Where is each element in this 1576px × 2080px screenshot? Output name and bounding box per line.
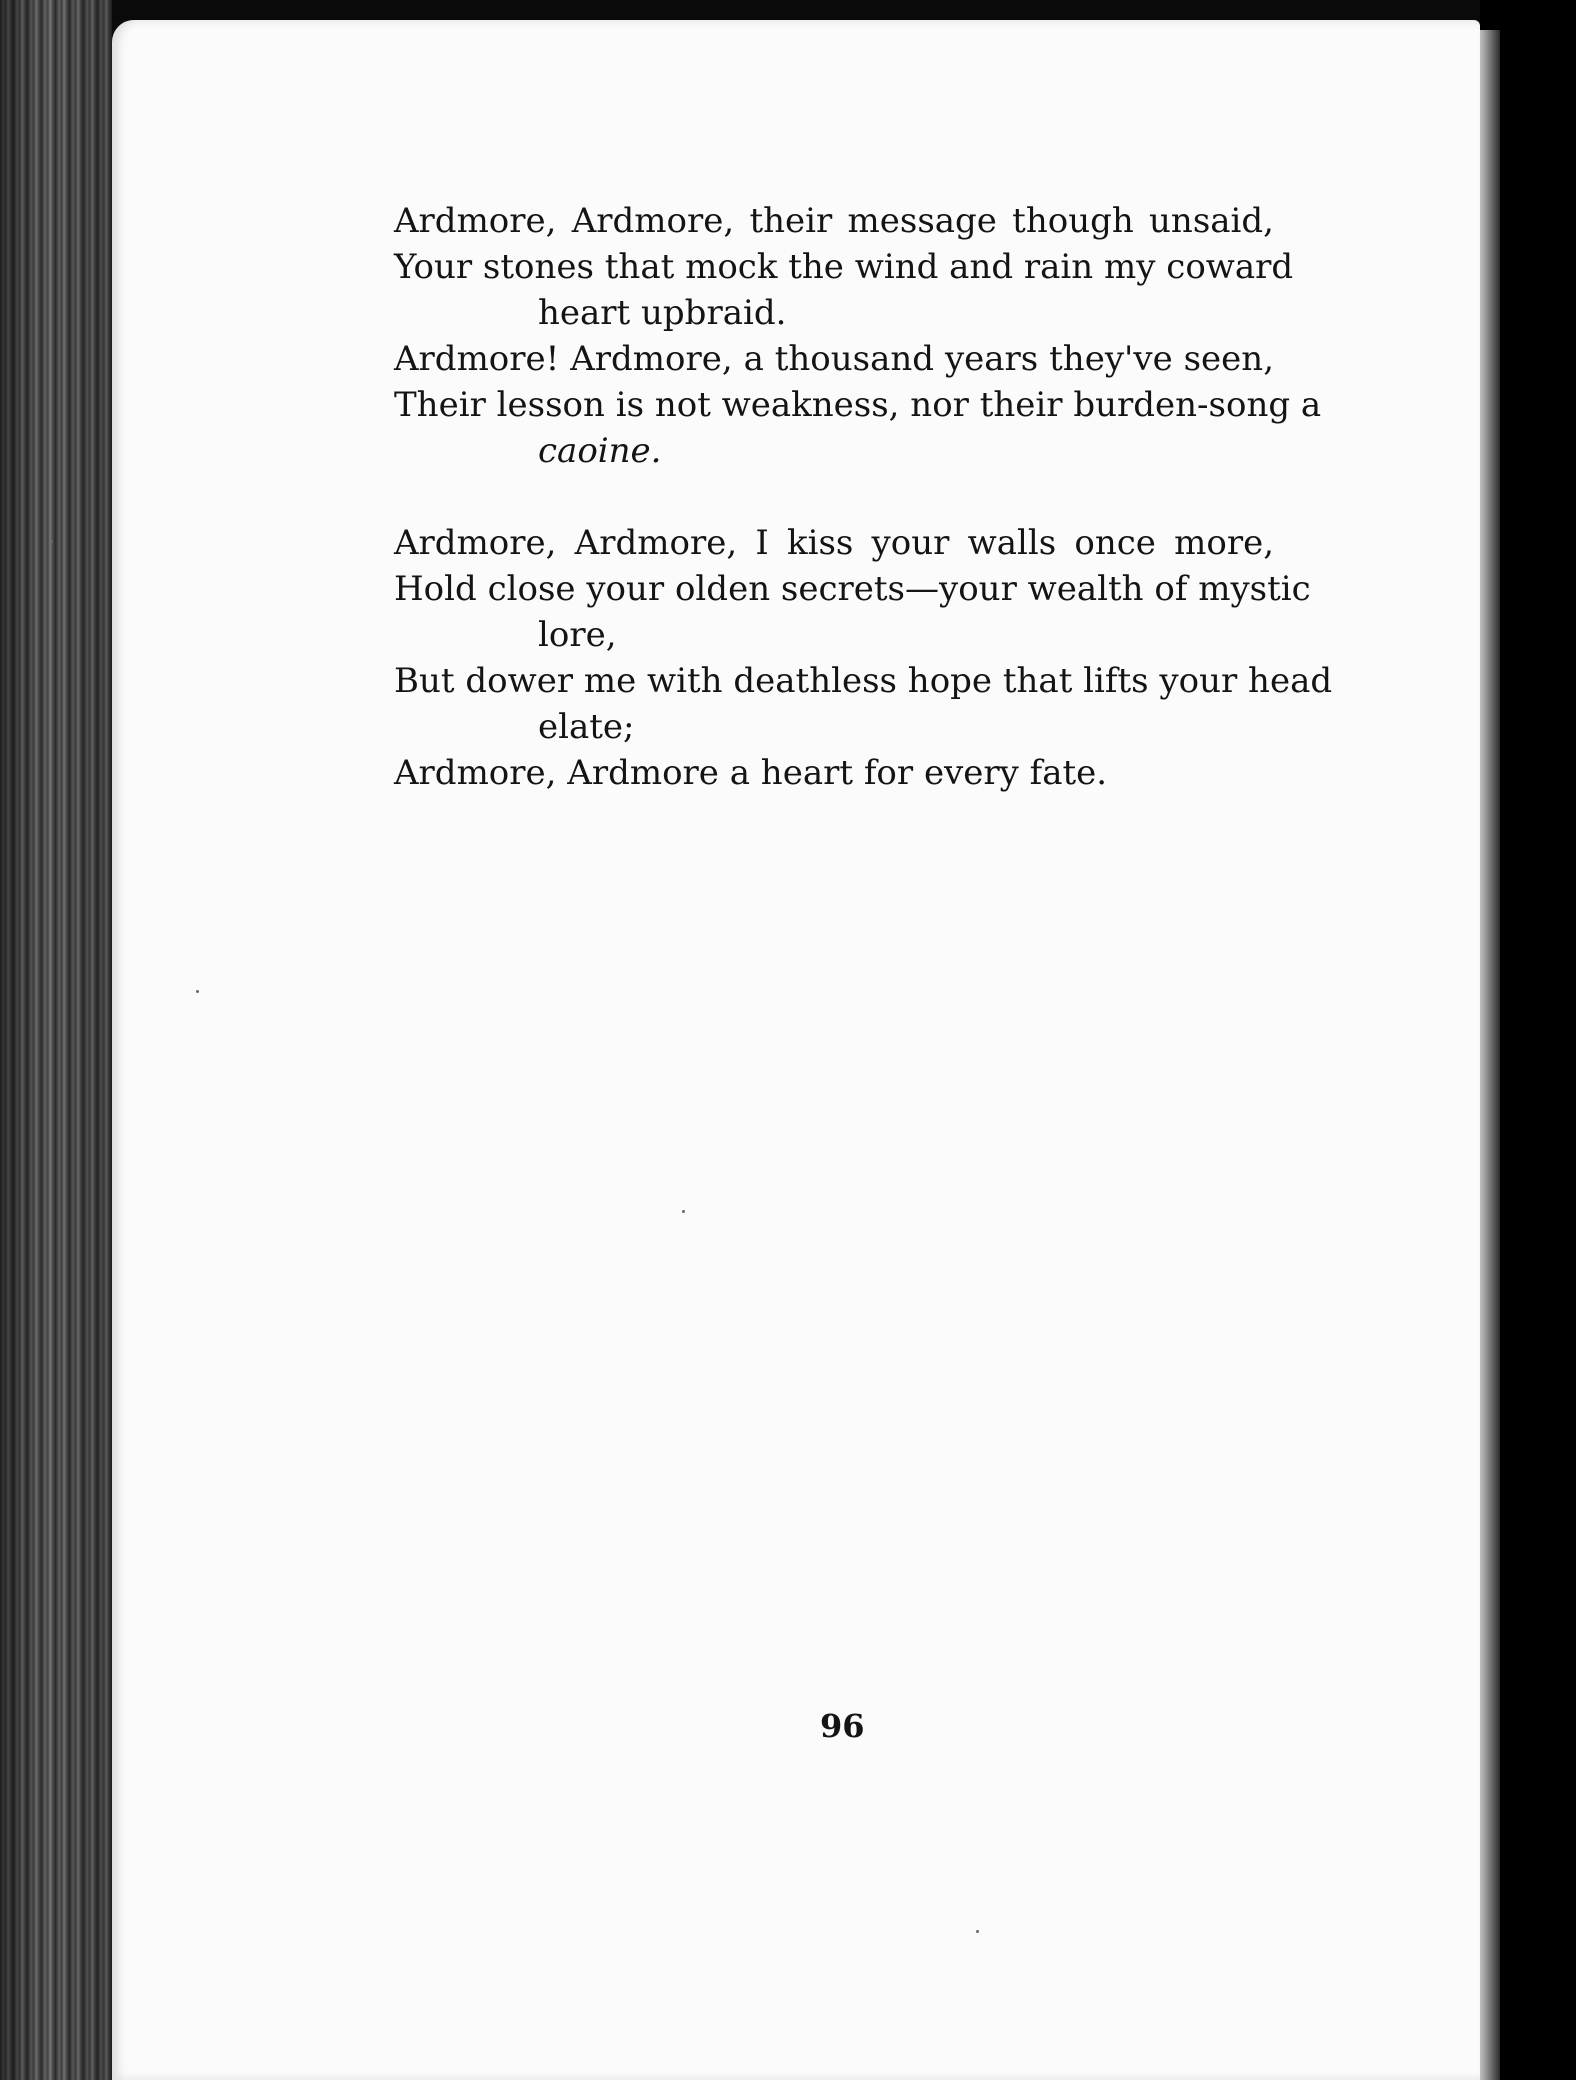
poem-body (394, 198, 1333, 796)
poem-line-continuation: elate; (538, 707, 635, 747)
book-spine-shade (0, 0, 112, 2080)
stanza-gap (394, 474, 1274, 520)
page-number: 96 (820, 1707, 865, 1745)
poem-line: Ardmore, Ardmore a heart for every fate. (394, 753, 1108, 793)
poem-line: Ardmore, Ardmore, their message though unsaid, (394, 201, 1274, 241)
poem-line-continuation: caoine. (538, 431, 662, 471)
poem-line: Ardmore, Ardmore, I kiss your walls once more, (394, 523, 1274, 563)
poem-line-continuation: lore, (538, 615, 617, 655)
poem-line-continuation: heart upbraid. (538, 293, 787, 333)
dust-speck (50, 540, 53, 543)
dust-speck (196, 990, 199, 993)
poem-line: Ardmore! Ardmore, a thousand years they've seen, (394, 339, 1274, 379)
poem-line: Hold close your olden secrets—your wealth of mystic (394, 569, 1311, 609)
poem-line: But dower me with deathless hope that lifts your head (394, 661, 1333, 701)
dust-speck (682, 1210, 685, 1213)
poem-stanza-2 (394, 520, 1333, 796)
poem-stanza-1 (394, 198, 1322, 474)
dust-speck (976, 1930, 979, 1933)
scan-top-border (0, 0, 1576, 20)
poem-line: Their lesson is not weakness, nor their burden-song a (394, 385, 1322, 425)
poem-line: Your stones that mock the wind and rain my coward (394, 247, 1294, 287)
